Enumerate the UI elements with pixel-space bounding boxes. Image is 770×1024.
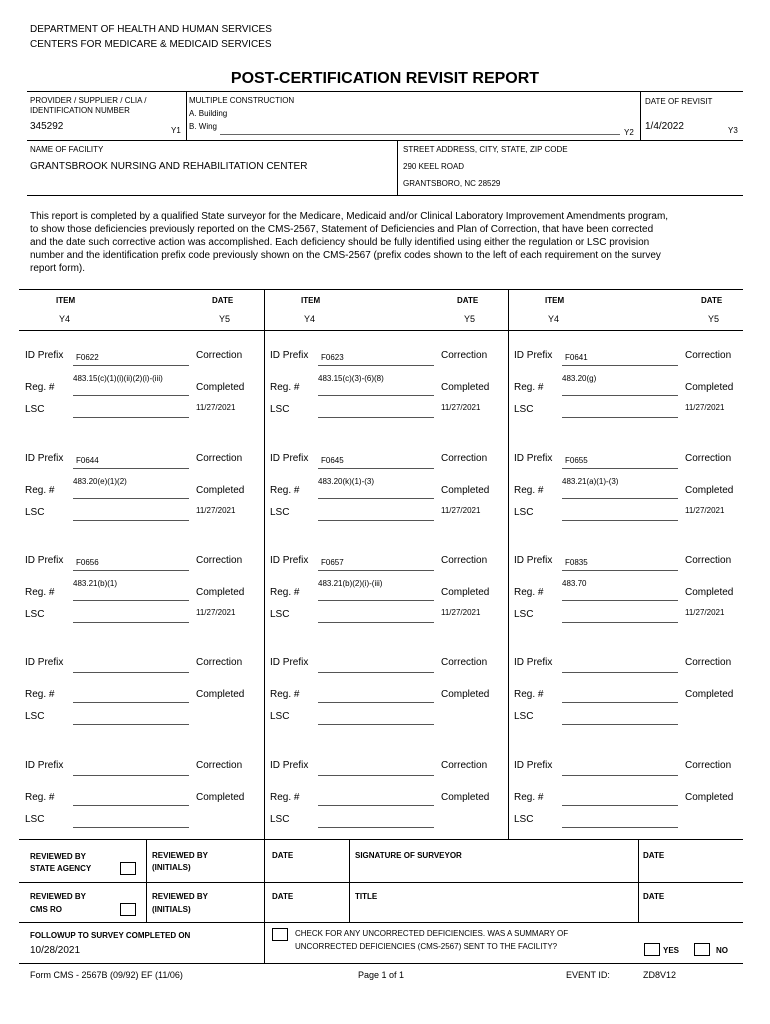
lsc-line: [562, 724, 678, 725]
construction-building: A. Building: [189, 109, 228, 118]
id-prefix-label: ID Prefix: [514, 555, 553, 566]
lsc-label: LSC: [270, 711, 290, 722]
lsc-line: [73, 827, 189, 828]
completed-label: Completed: [196, 689, 245, 700]
lsc-line: [318, 724, 434, 725]
construction-label: MULTIPLE CONSTRUCTION: [189, 96, 295, 105]
event-id-label: EVENT ID:: [566, 970, 610, 980]
id-prefix-line: [318, 570, 434, 571]
id-prefix-label: ID Prefix: [25, 350, 64, 361]
reg-line: [73, 395, 189, 396]
lsc-label: LSC: [514, 814, 534, 825]
id-prefix-label: ID Prefix: [270, 657, 309, 668]
check-text-2: UNCORRECTED DEFICIENCIES (CMS-2567) SENT TO THE FACILITY?: [295, 942, 558, 951]
lsc-line: [73, 417, 189, 418]
instructions-paragraph: This report is completed by a qualified State surveyor for the Medicare, Medicaid and/or Clinical Laboratory Improvement Amendments program, to show those deficiencies previously reported on the CMS-2567, Statement of Deficiencies and Plan of Correction, that have been corrected and the date such corrective action was accomplished. Each deficiency should be fully identified using either the regulation or LSC provision number and the identification prefix code previously shown on the CMS-2567 (prefix codes shown to the left of each requirement on the survey report form).: [30, 211, 669, 274]
id-prefix-value[interactable]: F0656: [76, 558, 99, 567]
provider-number: 345292: [30, 121, 64, 132]
completed-label: Completed: [685, 587, 734, 598]
completed-date[interactable]: 11/27/2021: [441, 403, 481, 412]
completed-label: Completed: [441, 587, 490, 598]
reg-line: [73, 805, 189, 806]
date-header: DATE: [701, 296, 723, 305]
id-prefix-label: ID Prefix: [270, 555, 309, 566]
completed-label: Completed: [196, 792, 245, 803]
reg-label: Reg. #: [514, 792, 544, 803]
id-prefix-line: [73, 365, 189, 366]
dept-line-2: CENTERS FOR MEDICARE & MEDICAID SERVICES: [30, 39, 272, 50]
y4-code: Y4: [304, 314, 316, 324]
followup-label: FOLLOWUP TO SURVEY COMPLETED ON: [30, 931, 191, 940]
completed-date[interactable]: 11/27/2021: [196, 608, 236, 617]
completed-date[interactable]: 11/27/2021: [685, 506, 725, 515]
lsc-label: LSC: [25, 609, 45, 620]
id-prefix-value[interactable]: F0655: [565, 456, 588, 465]
id-prefix-label: ID Prefix: [514, 657, 553, 668]
revisit-label: DATE OF REVISIT: [645, 97, 713, 106]
completed-label: Completed: [441, 689, 490, 700]
lsc-line: [318, 520, 434, 521]
reg-line: [318, 498, 434, 499]
correction-label: Correction: [685, 760, 732, 771]
reg-value[interactable]: 483.15(c)(3)-(6)(8): [318, 374, 384, 383]
lsc-label: LSC: [25, 814, 45, 825]
correction-label: Correction: [685, 657, 732, 668]
date-label: DATE: [643, 851, 665, 860]
dept-line-1: DEPARTMENT OF HEALTH AND HUMAN SERVICES: [30, 24, 272, 35]
id-prefix-line: [73, 672, 189, 673]
title-label: TITLE: [355, 892, 378, 901]
reg-label: Reg. #: [270, 485, 300, 496]
id-prefix-label: ID Prefix: [25, 657, 64, 668]
check-text-1: CHECK FOR ANY UNCORRECTED DEFICIENCIES. WAS A SUMMARY OF: [295, 929, 569, 938]
reg-label: Reg. #: [270, 689, 300, 700]
state-agency-checkbox[interactable]: [120, 862, 136, 875]
correction-label: Correction: [441, 350, 488, 361]
lsc-line: [73, 622, 189, 623]
yes-checkbox[interactable]: [644, 943, 660, 956]
id-prefix-line: [562, 570, 678, 571]
no-checkbox[interactable]: [694, 943, 710, 956]
reg-label: Reg. #: [514, 587, 544, 598]
y5-code: Y5: [464, 314, 476, 324]
y4-code: Y4: [548, 314, 560, 324]
date-label: DATE: [272, 892, 294, 901]
facility-name-label: NAME OF FACILITY: [30, 145, 104, 154]
address-label: STREET ADDRESS, CITY, STATE, ZIP CODE: [403, 145, 568, 154]
reg-label: Reg. #: [25, 485, 55, 496]
uncorrected-checkbox[interactable]: [272, 928, 288, 941]
completed-date[interactable]: 11/27/2021: [441, 506, 481, 515]
provider-label-1: PROVIDER / SUPPLIER / CLIA /: [30, 96, 147, 105]
id-prefix-label: ID Prefix: [514, 760, 553, 771]
lsc-label: LSC: [514, 404, 534, 415]
id-prefix-line: [318, 365, 434, 366]
completed-label: Completed: [685, 382, 734, 393]
reg-line: [562, 498, 678, 499]
id-prefix-value[interactable]: F0835: [565, 558, 588, 567]
completed-label: Completed: [196, 382, 245, 393]
reg-value[interactable]: 483.21(a)(1)-(3): [562, 477, 619, 486]
id-prefix-line: [562, 468, 678, 469]
item-header: ITEM: [301, 296, 321, 305]
completed-label: Completed: [196, 587, 245, 598]
id-prefix-line: [562, 775, 678, 776]
reviewed-state-label-1: REVIEWED BY: [30, 852, 87, 861]
id-prefix-value[interactable]: F0644: [76, 456, 99, 465]
lsc-line: [318, 622, 434, 623]
id-prefix-value[interactable]: F0657: [321, 558, 344, 567]
reviewed-cms-label-2: CMS RO: [30, 905, 62, 914]
form-title: POST-CERTIFICATION REVISIT REPORT: [230, 70, 540, 87]
completed-date[interactable]: 11/27/2021: [685, 403, 725, 412]
reviewed-initials-label-2: (INITIALS): [152, 905, 191, 914]
no-label: NO: [716, 946, 728, 955]
reg-value[interactable]: 483.21(b)(2)(i)-(iii): [318, 579, 383, 588]
completed-label: Completed: [685, 485, 734, 496]
y4-code: Y4: [59, 314, 71, 324]
address-line-1: 290 KEEL ROAD: [403, 162, 465, 171]
lsc-line: [318, 827, 434, 828]
reg-line: [562, 600, 678, 601]
id-prefix-label: ID Prefix: [270, 760, 309, 771]
construction-wing: B. Wing: [189, 122, 218, 131]
lsc-line: [562, 827, 678, 828]
reg-line: [73, 600, 189, 601]
correction-label: Correction: [441, 555, 488, 566]
reg-label: Reg. #: [25, 689, 55, 700]
address-line-2: GRANTSBORO, NC 28529: [403, 179, 501, 188]
reg-line: [562, 805, 678, 806]
id-prefix-value[interactable]: F0641: [565, 353, 588, 362]
reg-line: [562, 395, 678, 396]
correction-label: Correction: [196, 760, 243, 771]
reg-label: Reg. #: [25, 792, 55, 803]
id-prefix-label: ID Prefix: [25, 760, 64, 771]
completed-date[interactable]: 11/27/2021: [196, 403, 236, 412]
reviewed-initials-label-2: (INITIALS): [152, 863, 191, 872]
facility-name: GRANTSBROOK NURSING AND REHABILITATION CENTER: [30, 161, 308, 172]
completed-label: Completed: [441, 792, 490, 803]
correction-label: Correction: [196, 657, 243, 668]
reg-value[interactable]: 483.21(b)(1): [73, 579, 118, 588]
correction-label: Correction: [441, 657, 488, 668]
lsc-label: LSC: [25, 404, 45, 415]
reg-line: [318, 600, 434, 601]
lsc-label: LSC: [514, 609, 534, 620]
id-prefix-line: [318, 775, 434, 776]
lsc-line: [73, 724, 189, 725]
id-prefix-label: ID Prefix: [514, 350, 553, 361]
id-prefix-value[interactable]: F0623: [321, 353, 344, 362]
id-prefix-label: ID Prefix: [514, 453, 553, 464]
completed-label: Completed: [685, 689, 734, 700]
lsc-label: LSC: [270, 404, 290, 415]
id-prefix-line: [73, 570, 189, 571]
correction-label: Correction: [196, 350, 243, 361]
completed-label: Completed: [685, 792, 734, 803]
lsc-label: LSC: [25, 507, 45, 518]
correction-label: Correction: [196, 555, 243, 566]
item-header: ITEM: [56, 296, 76, 305]
correction-label: Correction: [441, 453, 488, 464]
reg-label: Reg. #: [270, 792, 300, 803]
reg-line: [73, 702, 189, 703]
cms-ro-checkbox[interactable]: [120, 903, 136, 916]
correction-label: Correction: [441, 760, 488, 771]
id-prefix-line: [73, 468, 189, 469]
reg-value[interactable]: 483.70: [562, 579, 587, 588]
reg-value[interactable]: 483.20(g): [562, 374, 597, 383]
reviewed-initials-label-1: REVIEWED BY: [152, 892, 209, 901]
completed-date[interactable]: 11/27/2021: [441, 608, 481, 617]
reg-label: Reg. #: [514, 689, 544, 700]
date-header: DATE: [457, 296, 479, 305]
lsc-label: LSC: [270, 814, 290, 825]
correction-label: Correction: [196, 453, 243, 464]
id-prefix-line: [318, 468, 434, 469]
reg-label: Reg. #: [25, 587, 55, 598]
id-prefix-label: ID Prefix: [270, 350, 309, 361]
yes-label: YES: [663, 946, 680, 955]
lsc-line: [562, 622, 678, 623]
followup-date: 10/28/2021: [30, 945, 81, 956]
completed-date[interactable]: 11/27/2021: [196, 506, 236, 515]
provider-label-2: IDENTIFICATION NUMBER: [30, 106, 130, 115]
reviewed-state-label-2: STATE AGENCY: [30, 864, 92, 873]
y5-code: Y5: [708, 314, 720, 324]
id-prefix-label: ID Prefix: [270, 453, 309, 464]
lsc-label: LSC: [514, 711, 534, 722]
reg-line: [318, 805, 434, 806]
event-id-value: ZD8V12: [643, 970, 677, 980]
provider-code: Y1: [171, 126, 181, 135]
lsc-line: [562, 520, 678, 521]
id-prefix-label: ID Prefix: [25, 453, 64, 464]
lsc-label: LSC: [25, 711, 45, 722]
id-prefix-label: ID Prefix: [25, 555, 64, 566]
reg-value[interactable]: 483.15(c)(1)(i)(ii)(2)(i)-(iii): [73, 374, 163, 383]
lsc-label: LSC: [270, 609, 290, 620]
reg-line: [73, 498, 189, 499]
revisit-code: Y3: [728, 126, 738, 135]
page-number: Page 1 of 1: [358, 970, 405, 980]
reg-line: [562, 702, 678, 703]
date-label: DATE: [643, 892, 665, 901]
id-prefix-value[interactable]: F0645: [321, 456, 344, 465]
reg-value[interactable]: 483.20(e)(1)(2): [73, 477, 127, 486]
lsc-label: LSC: [514, 507, 534, 518]
lsc-line: [318, 417, 434, 418]
lsc-line: [73, 520, 189, 521]
reg-label: Reg. #: [514, 485, 544, 496]
lsc-line: [562, 417, 678, 418]
id-prefix-value[interactable]: F0622: [76, 353, 99, 362]
id-prefix-line: [562, 672, 678, 673]
reg-value[interactable]: 483.20(k)(1)-(3): [318, 477, 375, 486]
reg-label: Reg. #: [514, 382, 544, 393]
date-label: DATE: [272, 851, 294, 860]
reg-label: Reg. #: [25, 382, 55, 393]
reviewed-initials-label-1: REVIEWED BY: [152, 851, 209, 860]
lsc-label: LSC: [270, 507, 290, 518]
correction-label: Correction: [685, 350, 732, 361]
id-prefix-line: [73, 775, 189, 776]
reviewed-cms-label-1: REVIEWED BY: [30, 892, 87, 901]
reg-line: [318, 395, 434, 396]
id-prefix-line: [562, 365, 678, 366]
correction-label: Correction: [685, 453, 732, 464]
reg-label: Reg. #: [270, 382, 300, 393]
id-prefix-line: [318, 672, 434, 673]
signature-label: SIGNATURE OF SURVEYOR: [355, 851, 462, 860]
completed-label: Completed: [196, 485, 245, 496]
construction-code: Y2: [624, 128, 634, 137]
item-header: ITEM: [545, 296, 565, 305]
form-number: Form CMS - 2567B (09/92) EF (11/06): [30, 970, 183, 980]
reg-label: Reg. #: [270, 587, 300, 598]
completed-label: Completed: [441, 382, 490, 393]
completed-label: Completed: [441, 485, 490, 496]
date-header: DATE: [212, 296, 234, 305]
revisit-date: 1/4/2022: [645, 121, 684, 132]
reg-line: [318, 702, 434, 703]
correction-label: Correction: [685, 555, 732, 566]
y5-code: Y5: [219, 314, 231, 324]
completed-date[interactable]: 11/27/2021: [685, 608, 725, 617]
